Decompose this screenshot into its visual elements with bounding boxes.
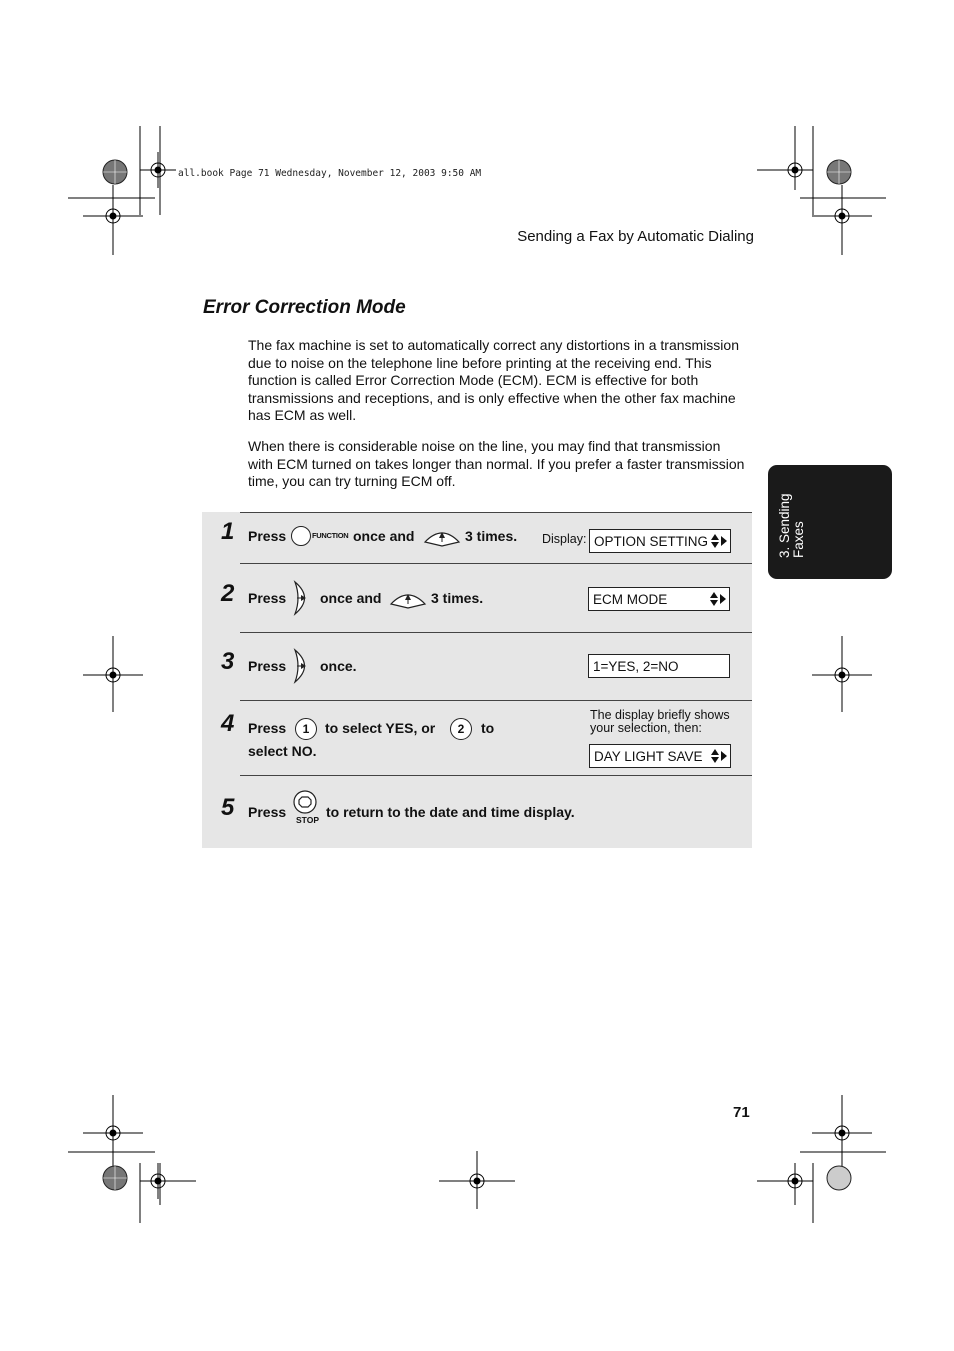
- lcd-display: [588, 587, 730, 611]
- chapter-tab-label: [778, 493, 806, 558]
- step-text: to select YES, or: [325, 720, 436, 736]
- up-arrow-key-icon: [389, 588, 427, 610]
- scroll-arrows-icon: [711, 533, 727, 549]
- key-1-icon: 1: [295, 718, 317, 740]
- display-label: Display:: [542, 532, 587, 546]
- step-text: select NO.: [248, 743, 317, 759]
- stop-key-label: STOP: [296, 815, 319, 825]
- up-arrow-key-icon: [423, 526, 461, 548]
- divider: [240, 632, 752, 633]
- divider: [240, 563, 752, 564]
- step-text: once and: [320, 590, 382, 606]
- running-header: Sending a Fax by Automatic Dialing: [517, 228, 754, 245]
- divider: [240, 775, 752, 776]
- lcd-text: OPTION SETTING: [594, 534, 709, 549]
- chapter-tab-line-2: Faxes: [791, 521, 806, 558]
- lcd-display: [589, 529, 731, 553]
- step-text: Press: [248, 804, 287, 820]
- intro-paragraph: The fax machine is set to automatically correct any distortions in a transmission due to noise on the telephone line before printing at the receiving end. This function is called Error Correction Mode (ECM). ECM is effective for both transmissions and receptions, and is only effective when the other fax machine has ECM as well.: [248, 337, 739, 424]
- key-2-icon: 2: [450, 718, 472, 740]
- step-text: to return to the date and time display.: [326, 804, 575, 820]
- function-key-label: FUNCTION: [312, 531, 349, 540]
- step-text: Press: [248, 590, 287, 606]
- step-number: 5: [221, 794, 235, 821]
- right-arrow-key-icon: [292, 580, 314, 616]
- divider: [240, 700, 752, 701]
- step-text: Press: [248, 528, 287, 544]
- step-number: 4: [221, 710, 235, 737]
- divider: [240, 512, 752, 513]
- lcd-text: 1=YES, 2=NO: [593, 659, 679, 674]
- lcd-display: [588, 654, 730, 678]
- step-text: Press: [248, 658, 287, 674]
- display-note: The display briefly shows: [590, 708, 730, 722]
- step-text: to: [481, 720, 495, 736]
- function-key-icon: [291, 526, 311, 546]
- step-number: 3: [221, 648, 235, 675]
- lcd-text: ECM MODE: [593, 592, 668, 607]
- display-note: your selection, then:: [590, 721, 702, 735]
- section-title: Error Correction Mode: [203, 297, 406, 318]
- chapter-tab-line-1: 3. Sending: [777, 493, 792, 558]
- step-number: 2: [221, 580, 235, 607]
- step-number: 1: [221, 518, 235, 545]
- step-text: 3 times.: [431, 590, 484, 606]
- step-text: once and: [353, 528, 415, 544]
- step-text: Press: [248, 720, 287, 736]
- file-meta-line: all.book Page 71 Wednesday, November 12, 2003 9:50 AM: [178, 168, 482, 179]
- lcd-display: [589, 744, 731, 768]
- step-text: once.: [320, 658, 357, 674]
- scroll-arrows-icon: [711, 748, 727, 764]
- page-number: 71: [733, 1104, 750, 1121]
- stop-key-icon: [292, 790, 318, 816]
- scroll-arrows-icon: [710, 591, 726, 607]
- step-text: 3 times.: [465, 528, 518, 544]
- right-arrow-key-icon: [292, 648, 314, 684]
- lcd-text: DAY LIGHT SAVE: [594, 749, 703, 764]
- noise-paragraph: When there is considerable noise on the line, you may find that transmission with ECM turned on takes longer than normal. If you prefer a faster transmission time, you can try turning ECM off.: [248, 438, 745, 490]
